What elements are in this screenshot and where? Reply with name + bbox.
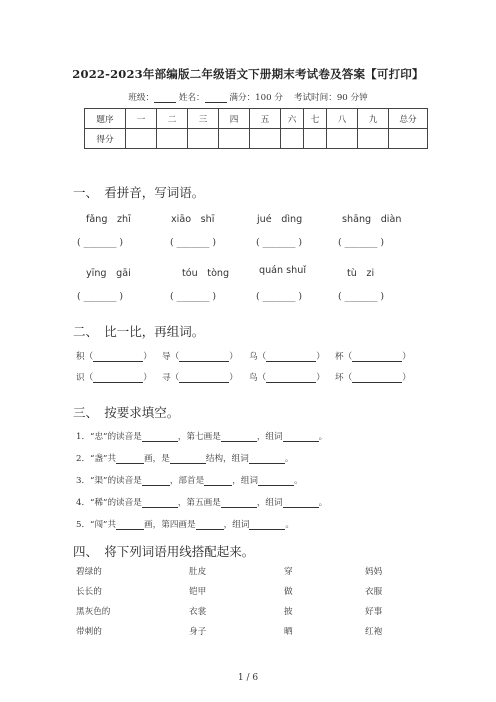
pinyin-7: quán shuǐ: [259, 265, 307, 276]
full-score: 满分：100 分: [229, 93, 283, 103]
compare-item: 乌（ ）: [249, 352, 325, 362]
compare-blank[interactable]: [93, 352, 143, 362]
fill-blank[interactable]: [221, 432, 257, 442]
compare-item: 坏（ ）: [335, 373, 411, 383]
match-word[interactable]: 黑灰色的: [76, 607, 111, 617]
class-label: 班级：: [128, 93, 155, 103]
score-table: [84, 108, 428, 149]
score-header-cell: 四: [219, 109, 250, 129]
section-1-heading: 一、 看拼音，写词语。: [73, 185, 205, 200]
score-cell[interactable]: [304, 129, 327, 149]
fill-blank[interactable]: [116, 454, 144, 464]
compare-item: 导（ ）: [162, 352, 238, 362]
fill-blank[interactable]: [249, 454, 285, 464]
fill-blank[interactable]: [142, 498, 178, 508]
fill-item-2: 2．“盏”共 画，是 结构，组词 。: [76, 454, 294, 464]
score-header-cell: 三: [188, 109, 219, 129]
score-header-cell: 一: [126, 109, 157, 129]
fill-blank[interactable]: [283, 498, 319, 508]
score-header-cell: 九: [358, 109, 389, 129]
fill-blank[interactable]: [221, 498, 257, 508]
pinyin-5: yīng gāi: [86, 268, 131, 279]
match-word[interactable]: 晒: [284, 627, 293, 637]
match-word[interactable]: 红袍: [365, 627, 383, 637]
compare-blank[interactable]: [179, 373, 229, 383]
compare-item: 鸟（ ）: [249, 373, 325, 383]
fill-blank[interactable]: [204, 476, 232, 486]
compare-item: 积（ ）: [76, 352, 152, 362]
compare-blank[interactable]: [179, 352, 229, 362]
score-cell[interactable]: [126, 129, 157, 149]
section-3-heading: 三、 按要求填空。: [73, 405, 180, 420]
score-cell[interactable]: [188, 129, 219, 149]
name-label: 姓名：: [178, 93, 205, 103]
compare-blank[interactable]: [266, 352, 316, 362]
score-cell[interactable]: [250, 129, 281, 149]
compare-blank[interactable]: [352, 352, 402, 362]
match-word[interactable]: 肚皮: [189, 567, 207, 577]
compare-blank[interactable]: [352, 373, 402, 383]
score-header-cell: 总分: [389, 109, 428, 129]
match-word[interactable]: 碧绿的: [76, 567, 102, 577]
fill-blank[interactable]: [283, 432, 319, 442]
match-word[interactable]: 穿: [284, 567, 293, 577]
pinyin-3: jué dìng: [257, 214, 303, 225]
exam-time: 考试时间：90 分钟: [293, 93, 368, 103]
answer-blank[interactable]: ( _______ ): [256, 237, 303, 248]
page-title: 2022-2023年部编版二年级语文下册期末考试卷及答案【可打印】: [72, 67, 424, 81]
match-word[interactable]: 披: [284, 607, 293, 617]
score-cell[interactable]: [219, 129, 250, 149]
score-header-cell: 五: [250, 109, 281, 129]
pinyin-4: shāng diàn: [342, 214, 402, 225]
match-word[interactable]: 带刺的: [76, 627, 102, 637]
score-cell[interactable]: [281, 129, 304, 149]
fill-item-1: 1．“忠”的读音是 ，第七画是 ，组词 。: [76, 432, 328, 442]
match-word[interactable]: 妈妈: [365, 567, 383, 577]
match-word[interactable]: 好事: [365, 607, 383, 617]
answer-blank[interactable]: ( _______ ): [170, 237, 217, 248]
pinyin-1: fǎng zhī: [86, 214, 131, 225]
score-cell[interactable]: [389, 129, 428, 149]
compare-blank[interactable]: [93, 373, 143, 383]
score-header-cell: 六: [281, 109, 304, 129]
page-number: 1 / 6: [237, 673, 259, 683]
fill-blank[interactable]: [249, 520, 285, 530]
fill-item-5: 5．“闯”共 画，第四画是 ，组词 。: [76, 520, 295, 530]
pinyin-6: tóu tòng: [182, 268, 230, 279]
fill-blank[interactable]: [116, 520, 144, 530]
answer-blank[interactable]: ( _______ ): [77, 237, 124, 248]
answer-blank[interactable]: ( _______ ): [170, 291, 217, 302]
fill-blank[interactable]: [196, 520, 224, 530]
section-4-heading: 四、 将下列词语用线搭配起来。: [73, 544, 255, 559]
answer-blank[interactable]: ( _______ ): [338, 291, 385, 302]
class-blank[interactable]: [154, 93, 176, 103]
score-row: [85, 129, 428, 149]
score-cell[interactable]: [327, 129, 358, 149]
compare-item: 识（ ）: [76, 373, 152, 383]
compare-item: 寻（ ）: [162, 373, 238, 383]
score-header-cell: 八: [327, 109, 358, 129]
fill-blank[interactable]: [142, 432, 178, 442]
compare-item: 杯（ ）: [335, 352, 411, 362]
exam-info: [0, 91, 496, 103]
score-header-cell: 七: [304, 109, 327, 129]
fill-item-4: 4．“稀”的读音是 ，第五画是 ，组词 。: [76, 498, 328, 508]
score-header-cell: 二: [157, 109, 188, 129]
match-word[interactable]: 铠甲: [189, 587, 207, 597]
match-word[interactable]: 身子: [189, 627, 207, 637]
match-word[interactable]: 衣裳: [189, 607, 207, 617]
match-word[interactable]: 衣服: [365, 587, 383, 597]
pinyin-2: xiāo shī: [171, 214, 215, 225]
score-header-cell: 题序: [85, 109, 126, 129]
answer-blank[interactable]: ( _______ ): [256, 291, 303, 302]
answer-blank[interactable]: ( _______ ): [77, 291, 124, 302]
fill-blank[interactable]: [142, 476, 170, 486]
score-cell[interactable]: [157, 129, 188, 149]
score-row-label: 得分: [85, 129, 126, 149]
score-cell[interactable]: [358, 129, 389, 149]
fill-item-3: 3．“渠”的读音是 ，部首是 ，组词 。: [76, 476, 303, 486]
match-word[interactable]: 长长的: [76, 587, 102, 597]
match-word[interactable]: 做: [284, 587, 293, 597]
answer-blank[interactable]: ( _______ ): [338, 237, 385, 248]
fill-blank[interactable]: [170, 454, 206, 464]
section-2-heading: 二、 比一比，再组词。: [73, 324, 205, 339]
score-header-row: [85, 109, 428, 129]
fill-blank[interactable]: [258, 476, 294, 486]
pinyin-8: tù zi: [347, 268, 375, 279]
compare-blank[interactable]: [266, 373, 316, 383]
name-blank[interactable]: [205, 93, 227, 103]
